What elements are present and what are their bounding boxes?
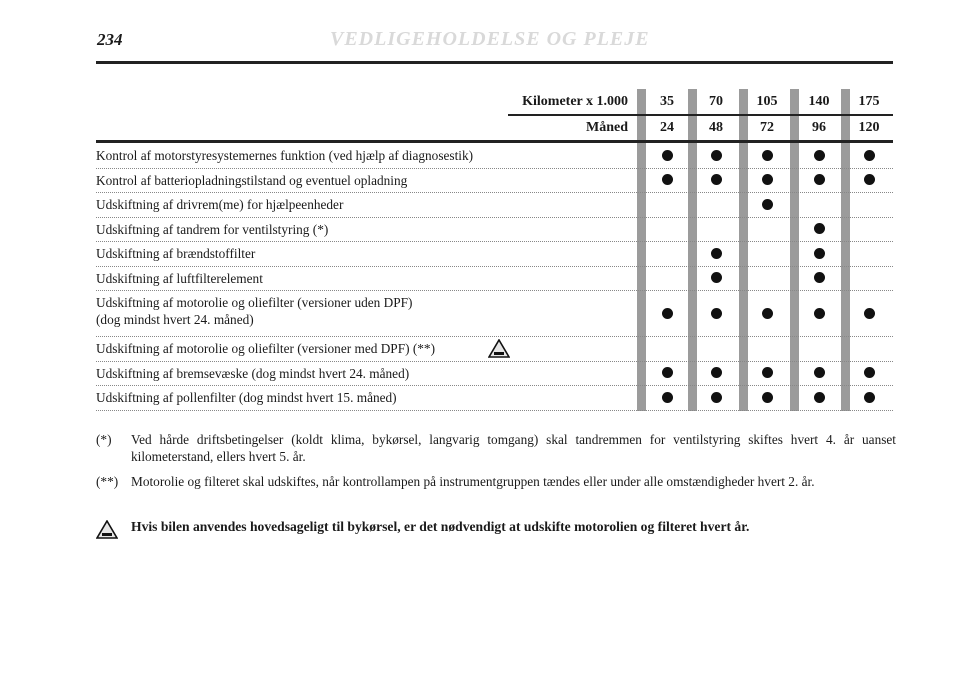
row-label <box>96 365 409 382</box>
check-dot <box>662 150 673 161</box>
check-dot <box>814 272 825 283</box>
table-row <box>96 217 893 243</box>
table-row <box>96 336 893 362</box>
km-value: 70 <box>709 94 723 109</box>
check-dot <box>864 392 875 403</box>
table-row <box>96 385 893 411</box>
table-row <box>96 168 893 194</box>
row-label <box>96 245 255 262</box>
table-row <box>96 266 893 292</box>
check-dot <box>711 150 722 161</box>
month-value: 48 <box>709 120 723 135</box>
row-label-line: Kontrol af motorstyresystemernes funktion (ved hjælp af diagnosestik) <box>96 148 474 163</box>
check-dot <box>814 223 825 234</box>
row-label <box>96 294 412 328</box>
check-dot <box>762 174 773 185</box>
check-dot <box>711 392 722 403</box>
check-dot <box>814 308 825 319</box>
check-dot <box>814 367 825 378</box>
warning-note: Hvis bilen anvendes hovedsageligt til bykørsel, er det nødvendigt at udskifte motorolien og filteret hvert år. <box>131 519 750 534</box>
check-dot <box>762 199 773 210</box>
row-label-line: Udskiftning af pollenfilter (dog mindst hvert 15. måned) <box>96 390 397 405</box>
page-number: 234 <box>97 30 123 49</box>
km-value: 140 <box>808 94 830 109</box>
check-dot <box>662 308 673 319</box>
check-dot <box>762 392 773 403</box>
check-dot <box>814 248 825 259</box>
header-divider <box>508 114 893 116</box>
row-label <box>96 270 263 287</box>
month-value: 24 <box>660 120 674 135</box>
warning-triangle-icon <box>96 520 118 539</box>
month-value: 72 <box>760 120 774 135</box>
row-label-line: Udskiftning af motorolie og oliefilter (versioner uden DPF) <box>96 295 413 310</box>
check-dot <box>711 248 722 259</box>
row-label <box>96 340 435 357</box>
check-dot <box>662 174 673 185</box>
table-row <box>96 143 893 169</box>
check-dot <box>762 367 773 378</box>
check-dot <box>711 308 722 319</box>
km-value: 105 <box>756 94 778 109</box>
table-row <box>96 361 893 387</box>
footnote-text: Ved hårde driftsbetingelser (koldt klima, bykørsel, langvarig tomgang) skal tandremmen for ventilstyring skiftes hvert 4. år uanset kilometerstand, ellers hvert 5. år. <box>131 432 896 464</box>
row-label <box>96 147 473 164</box>
row-label <box>96 196 343 213</box>
footnote-text: Motorolie og filteret skal udskiftes, når kontrollampen på instrumentgruppen tændes eller under alle omstændigheder hvert 2. år. <box>131 474 815 489</box>
row-label-line: Udskiftning af bremsevæske (dog mindst hvert 24. måned) <box>96 365 410 381</box>
check-dot <box>864 367 875 378</box>
row-label <box>96 389 397 406</box>
table-row <box>96 290 893 337</box>
page-header-title: VEDLIGEHOLDELSE OG PLEJE <box>330 28 650 50</box>
footnote <box>96 473 896 490</box>
row-label-line: Udskiftning af motorolie og oliefilter (versioner med DPF) (**) <box>96 341 435 356</box>
km-value: 35 <box>660 94 674 109</box>
check-dot <box>711 272 722 283</box>
km-value: 175 <box>858 94 880 109</box>
check-dot <box>662 367 673 378</box>
check-dot <box>762 308 773 319</box>
row-label-line: Udskiftning af tandrem for ventilstyring (*) <box>96 221 329 237</box>
row-label <box>96 221 328 238</box>
check-dot <box>814 174 825 185</box>
row-label <box>96 172 407 189</box>
km-header-label: Kilometer x 1.000 <box>522 94 628 109</box>
row-label-line: Udskiftning af brændstoffilter <box>96 246 256 261</box>
month-header-label: Måned <box>586 120 628 135</box>
row-label-line: Kontrol af batteriopladningstilstand og eventuel opladning <box>96 172 408 188</box>
table-row <box>96 241 893 267</box>
month-value: 120 <box>858 120 880 135</box>
row-label-line: (dog mindst hvert 24. måned) <box>96 312 254 327</box>
month-value: 96 <box>812 120 826 135</box>
check-dot <box>864 308 875 319</box>
footnote-mark: (*) <box>96 432 112 447</box>
check-dot <box>711 174 722 185</box>
header-rule <box>96 61 893 64</box>
check-dot <box>662 392 673 403</box>
check-dot <box>864 174 875 185</box>
footnote-mark: (**) <box>96 474 119 489</box>
footnote <box>96 431 896 465</box>
check-dot <box>762 150 773 161</box>
table-row <box>96 192 893 218</box>
row-label-line: Udskiftning af drivrem(me) for hjælpeenheder <box>96 197 344 212</box>
check-dot <box>711 367 722 378</box>
check-dot <box>814 150 825 161</box>
row-label-line: Udskiftning af luftfilterelement <box>96 270 263 286</box>
check-dot <box>864 150 875 161</box>
check-dot <box>814 392 825 403</box>
warning-triangle-icon <box>488 339 510 358</box>
